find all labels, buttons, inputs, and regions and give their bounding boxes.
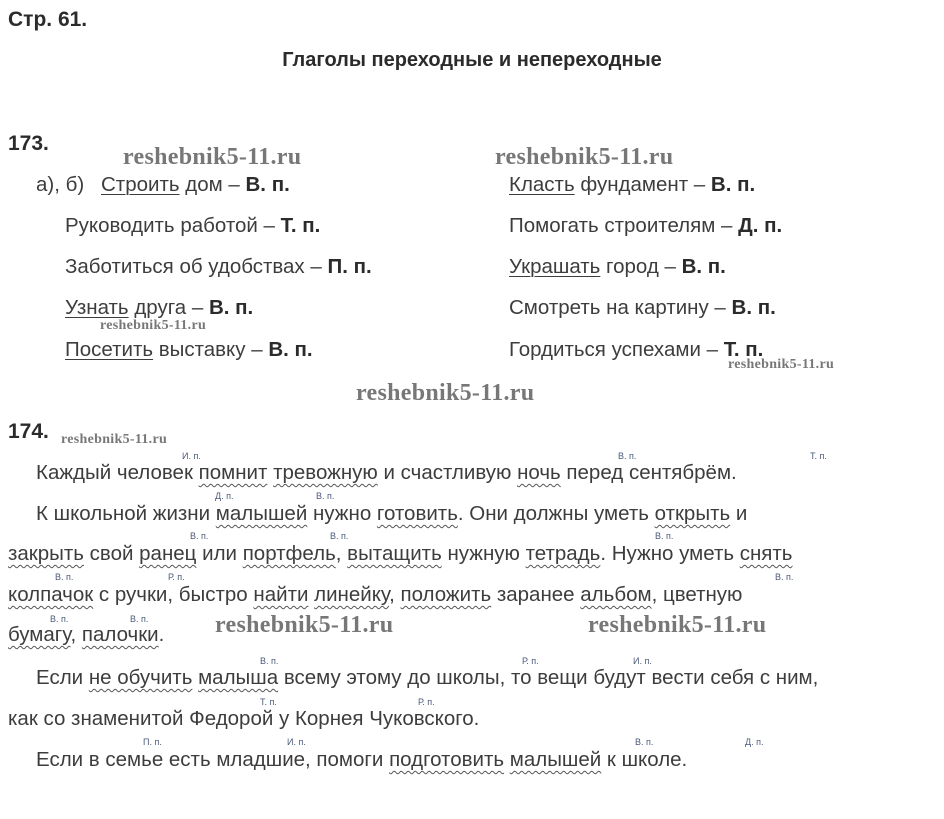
case-mark: В. п. xyxy=(330,531,349,541)
list-item: Класть фундамент – В. п. xyxy=(509,173,756,196)
case-mark: Р. п. xyxy=(418,697,435,707)
list-item: Смотреть на картину – В. п. xyxy=(509,296,776,319)
watermark: reshebnik5-11.ru xyxy=(495,144,674,170)
case-mark: И. п. xyxy=(182,451,201,461)
watermark: reshebnik5-11.ru xyxy=(100,318,207,333)
watermark: reshebnik5-11.ru xyxy=(61,432,168,447)
verb: Посетить xyxy=(65,338,154,361)
case-mark: В. п. xyxy=(655,531,674,541)
verb: Строить xyxy=(101,173,180,196)
list-item: Строить дом – В. п. xyxy=(101,173,290,196)
case-mark: Т. п. xyxy=(260,697,277,707)
case-label: В. п. xyxy=(731,296,776,319)
text-line: Если не обучить малыша всему этому до школы, то вещи будут вести себя с ним, xyxy=(36,666,819,689)
case-label: В. п. xyxy=(245,173,290,196)
page-number: Стр. 61. xyxy=(8,8,88,31)
text-line: бумагу, палочки. xyxy=(8,623,165,646)
case-mark: И. п. xyxy=(633,656,652,666)
case-label: Д. п. xyxy=(738,214,783,237)
case-label: В. п. xyxy=(681,255,726,278)
case-mark: В. п. xyxy=(55,572,74,582)
case-mark: В. п. xyxy=(190,531,209,541)
list-item: Руководить работой – Т. п. xyxy=(65,214,321,237)
text-line: К школьной жизни малышей нужно готовить. Они должны уметь открыть и xyxy=(36,502,748,525)
watermark: reshebnik5-11.ru xyxy=(356,380,535,406)
case-mark: В. п. xyxy=(635,737,654,747)
verb: Гордиться xyxy=(509,338,606,361)
text-line: закрыть свой ранец или портфель, вытащить нужную тетрадь. Нужно уметь снять xyxy=(8,542,793,565)
case-mark: Д. п. xyxy=(745,737,764,747)
verb: Украшать xyxy=(509,255,601,278)
verb: Помогать xyxy=(509,214,599,237)
case-mark: И. п. xyxy=(287,737,306,747)
exercise-173-prefix: а), б) xyxy=(36,173,85,196)
text-line: как со знаменитой Федорой у Корнея Чуковского. xyxy=(8,707,480,730)
case-label: В. п. xyxy=(208,296,254,319)
verb: Смотреть xyxy=(509,296,601,319)
text-line: Каждый человек помнит тревожную и счастливую ночь перед сентябрём. xyxy=(36,461,737,484)
verb: Руководить xyxy=(65,214,175,237)
watermark: reshebnik5-11.ru xyxy=(588,612,767,638)
verb: Заботиться xyxy=(65,255,174,278)
verb: Класть xyxy=(509,173,575,196)
case-mark: В. п. xyxy=(775,572,794,582)
exercise-174-number: 174. xyxy=(8,420,49,443)
exercise-173-number: 173. xyxy=(8,132,49,155)
case-label: П. п. xyxy=(327,255,372,278)
case-mark: Р. п. xyxy=(168,572,185,582)
page-title: Глаголы переходные и непереходные xyxy=(282,49,662,71)
list-item: Узнать друга – В. п. xyxy=(65,296,254,319)
verb: Узнать xyxy=(65,296,129,319)
watermark: reshebnik5-11.ru xyxy=(728,357,835,372)
case-label: В. п. xyxy=(710,173,756,196)
case-mark: Р. п. xyxy=(522,656,539,666)
case-mark: В. п. xyxy=(260,656,279,666)
text-line: Если в семье есть младшие, помоги подготовить малышей к школе. xyxy=(36,748,688,771)
case-label: В. п. xyxy=(268,338,313,361)
case-label: Т. п. xyxy=(723,338,764,361)
list-item: Посетить выставку – В. п. xyxy=(65,338,313,361)
case-mark: В. п. xyxy=(50,614,69,624)
list-item: Украшать город – В. п. xyxy=(509,255,726,278)
watermark: reshebnik5-11.ru xyxy=(215,612,394,638)
list-item: Помогать строителям – Д. п. xyxy=(509,214,783,237)
list-item: Гордиться успехами – Т. п. xyxy=(509,338,764,361)
case-label: Т. п. xyxy=(280,214,321,237)
case-mark: П. п. xyxy=(143,737,162,747)
case-mark: Д. п. xyxy=(215,491,234,501)
case-mark: В. п. xyxy=(130,614,149,624)
case-mark: В. п. xyxy=(618,451,637,461)
case-mark: В. п. xyxy=(316,491,335,501)
case-mark: Т. п. xyxy=(810,451,827,461)
text-line: колпачок с ручки, быстро найти линейку, положить заранее альбом, цветную xyxy=(8,583,743,606)
list-item: Заботиться об удобствах – П. п. xyxy=(65,255,372,278)
watermark: reshebnik5-11.ru xyxy=(123,144,302,170)
